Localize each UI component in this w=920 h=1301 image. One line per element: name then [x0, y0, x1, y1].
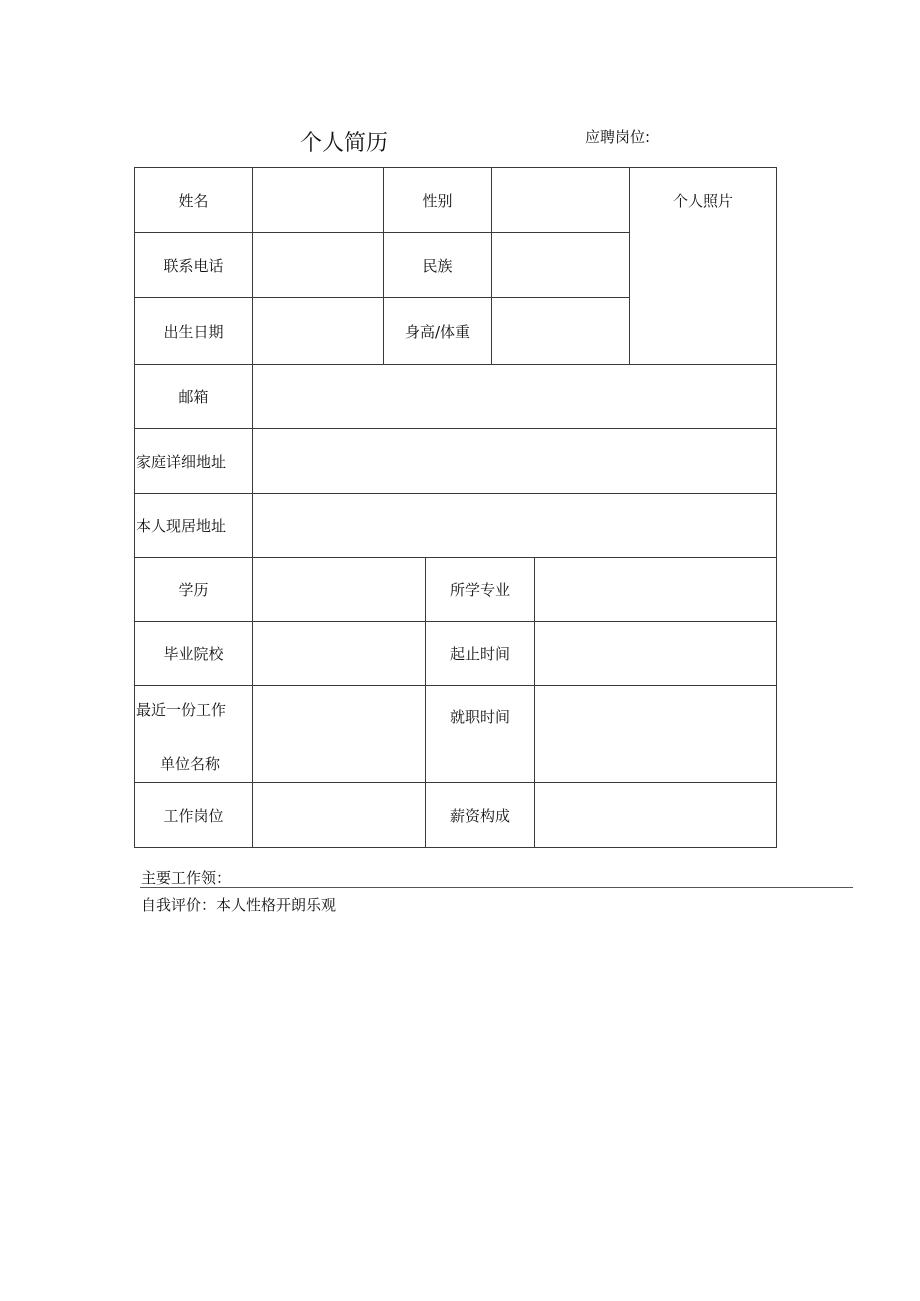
major-value[interactable]	[535, 558, 776, 621]
recent-work-label-line2: 单位名称	[160, 755, 221, 773]
employment-time-label: 就职时间	[449, 707, 510, 726]
self-evaluation-line: 自我评价：本人性格开朗乐观	[141, 896, 337, 914]
job-position-value[interactable]	[253, 783, 425, 847]
school-value[interactable]	[253, 622, 425, 685]
name-value[interactable]	[253, 168, 383, 232]
recent-work-label-line1: 最近一份工作	[136, 701, 227, 719]
page-title: 个人简历	[300, 131, 389, 156]
employment-time-value[interactable]	[535, 686, 776, 782]
home-address-value[interactable]	[253, 429, 776, 493]
applied-position-label: 应聘岗位:	[585, 128, 651, 146]
gender-value[interactable]	[492, 168, 629, 232]
main-work-line: 主要工作领：	[141, 869, 232, 887]
current-address-value[interactable]	[253, 494, 776, 557]
table-border-right	[776, 167, 777, 848]
birth-value[interactable]	[253, 298, 383, 364]
ethnicity-label: 民族	[422, 256, 453, 275]
table-border-bottom	[134, 847, 777, 848]
school-label: 毕业院校	[163, 645, 224, 663]
main-work-rule	[140, 887, 853, 888]
period-label: 起止时间	[449, 645, 510, 663]
job-position-label: 工作岗位	[163, 806, 224, 825]
email-label: 邮箱	[178, 388, 209, 406]
education-value[interactable]	[253, 558, 425, 621]
education-label: 学历	[178, 581, 209, 599]
home-address-label: 家庭详细地址	[136, 452, 227, 471]
ethnicity-value[interactable]	[492, 233, 629, 297]
period-value[interactable]	[535, 622, 776, 685]
current-address-label: 本人现居地址	[136, 517, 227, 535]
height-weight-value[interactable]	[492, 298, 629, 364]
photo-box[interactable]	[630, 168, 776, 364]
phone-label: 联系电话	[163, 256, 224, 275]
salary-value[interactable]	[535, 783, 776, 847]
major-label: 所学专业	[449, 581, 510, 599]
phone-value[interactable]	[253, 233, 383, 297]
recent-work-value[interactable]	[253, 686, 425, 782]
photo-label: 个人照片	[672, 192, 733, 210]
height-weight-label: 身高/体重	[404, 322, 471, 341]
salary-label: 薪资构成	[449, 806, 510, 825]
birth-label: 出生日期	[163, 322, 224, 341]
email-value[interactable]	[253, 365, 776, 428]
name-label: 姓名	[178, 191, 209, 210]
gender-label: 性别	[422, 191, 453, 210]
